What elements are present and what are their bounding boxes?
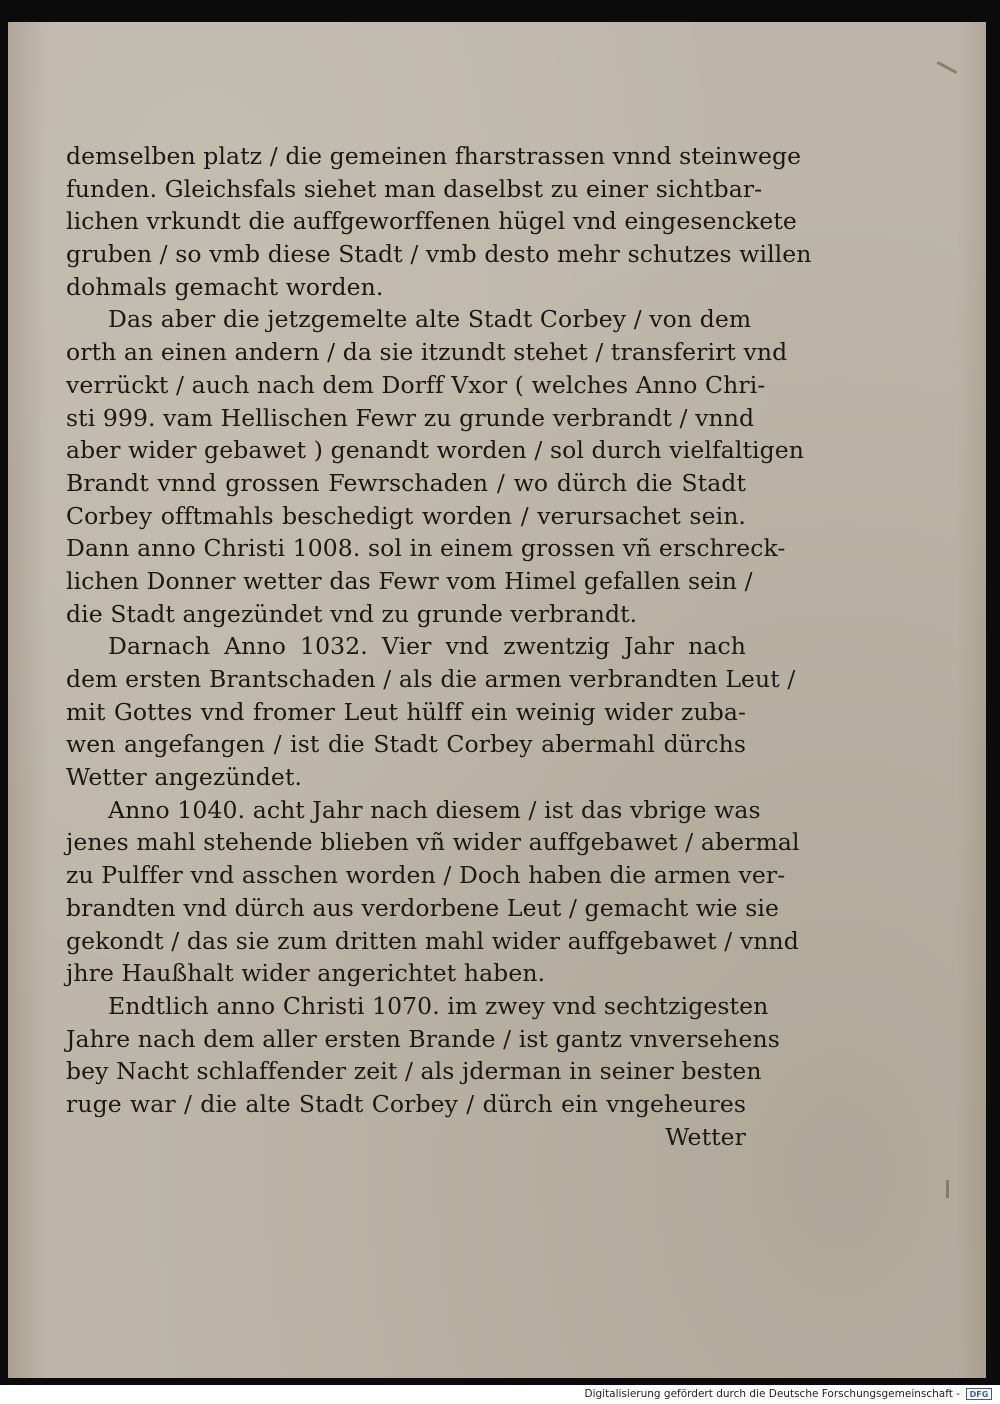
text-line: gruben / so vmb diese Stadt / vmb desto mehr schutzes willen (66, 240, 812, 269)
text-line: lichen vrkundt die auffgeworffenen hügel vnd eingesenckete (66, 207, 797, 236)
text-line: zu Pulffer vnd asschen worden / Doch haben die armen ver- (66, 861, 786, 890)
text-line: lichen Donner wetter das Fewr vom Himel gefallen sein / (66, 566, 753, 595)
text-line: jenes mahl stehende blieben vñ wider auffgebawet / abermal (66, 828, 800, 857)
text-line: dem ersten Brantschaden / als die armen verbrandten Leut / (66, 665, 796, 693)
text-line: die Stadt angezündet vnd zu grunde verbrandt. (66, 599, 638, 628)
book-page (8, 22, 986, 1378)
text-line: jhre Haußhalt wider angerichtet haben. (66, 959, 546, 988)
text-line: Brandt vnnd grossen Fewrschaden / wo dürch die Stadt (66, 468, 746, 497)
text-line: dohmals gemacht worden. (66, 272, 384, 301)
dfg-logo-icon[interactable]: DFG (966, 1388, 992, 1400)
text-line: funden. Gleichsfals siehet man daselbst zu einer sichtbar- (66, 174, 763, 203)
text-line: orth an einen andern / da sie itzundt stehet / transferirt vnd (66, 338, 788, 367)
text-line: ruge war / die alte Stadt Corbey / dürch ein vngeheures (66, 1089, 746, 1118)
text-line: Darnach Anno 1032. Vier vnd zwentzig Jahr nach (108, 632, 746, 661)
text-line: bey Nacht schlaffender zeit / als jderman in seiner besten (66, 1057, 762, 1086)
footer-bar (0, 1385, 1000, 1404)
text-line: Das aber die jetzgemelte alte Stadt Corbey / von dem (108, 305, 752, 334)
text-line: verrückt / auch nach dem Dorff Vxor ( welches Anno Chri- (66, 370, 766, 399)
text-line: brandten vnd dürch aus verdorbene Leut / gemacht wie sie (66, 893, 779, 922)
text-line: Endtlich anno Christi 1070. im zwey vnd sechtzigesten (108, 991, 769, 1020)
text-line: Jahre nach dem aller ersten Brande / ist gantz vnversehens (66, 1024, 780, 1053)
text-line: Anno 1040. acht Jahr nach diesem / ist das vbrige was (108, 795, 761, 824)
text-line: Dann anno Christi 1008. sol in einem grossen vñ erschreck- (66, 534, 786, 563)
page-text (66, 140, 812, 1153)
text-line: Corbey offtmahls beschedigt worden / verursachet sein. (66, 501, 746, 530)
text-line: mit Gottes vnd fromer Leut hülff ein weinig wider zuba- (66, 697, 746, 726)
page-blemish (937, 61, 958, 74)
funding-credit: Digitalisierung gefördert durch die Deutsche Forschungsgemeinschaft - (584, 1388, 960, 1400)
catchword: Wetter (665, 1122, 746, 1151)
text-line: demselben platz / die gemeinen fharstrassen vnnd steinwege (66, 142, 802, 170)
text-line: gekondt / das sie zum dritten mahl wider auffgebawet / vnnd (66, 926, 799, 955)
text-line: aber wider gebawet ) genandt worden / sol durch vielfaltigen (66, 436, 805, 465)
text-line: wen angefangen / ist die Stadt Corbey abermahl dürchs (66, 730, 746, 759)
page-blemish (946, 1180, 949, 1198)
text-line: sti 999. vam Hellischen Fewr zu grunde verbrandt / vnnd (66, 403, 755, 432)
text-line: Wetter angezündet. (66, 763, 303, 792)
